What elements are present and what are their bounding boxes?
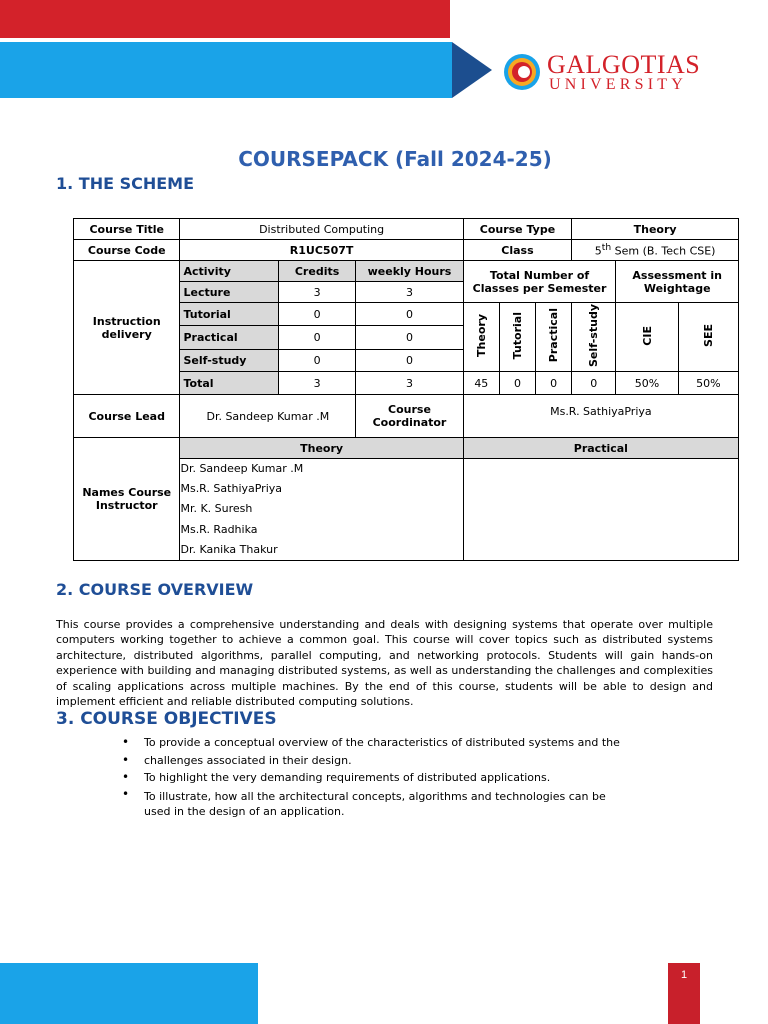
instructor-practical-header: Practical — [463, 438, 738, 459]
hours-lecture: 3 — [356, 282, 463, 303]
university-logo — [500, 50, 720, 96]
page-number: 1 — [680, 969, 688, 981]
course-type-label: Course Type — [463, 219, 571, 240]
instruction-delivery-label: Instruction delivery — [74, 261, 180, 395]
label-tutorial: Tutorial — [510, 311, 524, 360]
objectives-list — [122, 734, 622, 819]
header-blue-band — [0, 42, 452, 98]
instructor-name: Mr. K. Suresh — [180, 502, 253, 516]
value-practical: 0 — [536, 372, 572, 395]
label-practical: Practical — [547, 308, 561, 363]
credits-header: Credits — [278, 261, 355, 282]
section-heading-scheme: 1. THE SCHEME — [56, 174, 195, 193]
instructor-name: Dr. Kanika Thakur — [180, 542, 278, 556]
class-label: Class — [463, 240, 571, 261]
scheme-table — [73, 218, 739, 561]
vertical-cie — [616, 303, 678, 372]
weekly-hours-header: weekly Hours — [356, 261, 463, 282]
course-title-value: Distributed Computing — [180, 219, 463, 240]
instructor-name: Ms.R. Radhika — [180, 522, 258, 536]
course-lead-label: Course Lead — [74, 395, 180, 438]
activity-self-study: Self-study — [180, 349, 278, 371]
activity-practical: Practical — [180, 326, 278, 349]
assessment-header: Assessment in Weightage — [616, 261, 739, 303]
course-lead-name: Dr. Sandeep Kumar .M — [180, 395, 356, 438]
value-self-study: 0 — [572, 372, 616, 395]
credits-practical: 0 — [278, 326, 355, 349]
instructor-name: Ms.R. SathiyaPriya — [180, 482, 283, 496]
instructor-theory-list — [180, 459, 463, 561]
label-self-study: Self-study — [587, 304, 601, 367]
course-code-label: Course Code — [74, 240, 180, 261]
logo-text-galgotias: GALGOTIAS — [547, 50, 701, 79]
vertical-tutorial — [499, 303, 535, 372]
class-value — [572, 240, 739, 261]
course-coordinator-name: Ms.R. SathiyaPriya — [463, 395, 738, 438]
section-heading-overview: 2. COURSE OVERVIEW — [56, 580, 254, 599]
footer-blue-band — [0, 963, 258, 1024]
hours-tutorial: 0 — [356, 303, 463, 326]
class-suffix: th — [601, 242, 612, 254]
page-title: COURSEPACK (Fall 2024-25) — [238, 147, 552, 171]
instructor-label: Names Course Instructor — [74, 438, 180, 561]
vertical-theory — [463, 303, 499, 372]
objective-item: • To illustrate, how all the architectural concepts, algorithms and technologies can be used in the design of an application. — [122, 787, 622, 819]
header-arrow-shape — [452, 42, 492, 98]
objective-item: • To highlight the very demanding requirements of distributed applications. — [122, 769, 622, 787]
credits-lecture: 3 — [278, 282, 355, 303]
credits-self-study: 0 — [278, 349, 355, 371]
course-coordinator-label: Course Coordinator — [356, 395, 463, 438]
vertical-self-study — [572, 303, 616, 372]
vertical-practical — [536, 303, 572, 372]
classes-per-semester-header: Total Number of Classes per Semester — [463, 261, 616, 303]
activity-tutorial: Tutorial — [180, 303, 278, 326]
section-heading-objectives: 3. COURSE OBJECTIVES — [56, 709, 277, 729]
instructor-practical-list — [463, 459, 738, 561]
label-cie: CIE — [640, 325, 654, 346]
value-see: 50% — [678, 372, 738, 395]
course-code-value: R1UC507T — [180, 240, 463, 261]
class-number: 5 — [594, 244, 602, 258]
activity-header: Activity — [180, 261, 278, 282]
value-theory: 45 — [463, 372, 499, 395]
activity-lecture: Lecture — [180, 282, 278, 303]
instructor-name: Dr. Sandeep Kumar .M — [180, 462, 304, 475]
course-type-value: Theory — [572, 219, 739, 240]
class-text: Sem (B. Tech CSE) — [611, 244, 716, 258]
objective-item: • To provide a conceptual overview of the characteristics of distributed systems and the — [122, 734, 622, 752]
label-see: SEE — [701, 324, 715, 347]
logo-text-university: UNIVERSITY — [549, 76, 687, 93]
course-title-label: Course Title — [74, 219, 180, 240]
hours-practical: 0 — [356, 326, 463, 349]
credits-tutorial: 0 — [278, 303, 355, 326]
course-overview-text: This course provides a comprehensive understanding and deals with designing systems that operate over multiple computers working together to achieve a common goal. This course will cover topics such as distributed systems architecture, distributed algorithms, parallel computing, and networking protocols. Students will gain hands-on experience with building and managing distributed systems, as well as understanding the challenges and complexities of scaling applications across multiple machines. By the end of this course, students will be able to design and implement efficient and reliable distributed computing solutions. — [56, 618, 713, 709]
instructor-theory-header: Theory — [180, 438, 463, 459]
hours-self-study: 0 — [356, 349, 463, 371]
header-red-band — [0, 0, 450, 38]
logo-mark-icon — [502, 52, 542, 92]
label-theory: Theory — [474, 314, 488, 357]
vertical-see — [678, 303, 738, 372]
objective-item: • challenges associated in their design. — [122, 752, 622, 770]
credits-total: 3 — [278, 372, 355, 395]
hours-total: 3 — [356, 372, 463, 395]
activity-total: Total — [180, 372, 278, 395]
value-cie: 50% — [616, 372, 678, 395]
value-tutorial: 0 — [499, 372, 535, 395]
